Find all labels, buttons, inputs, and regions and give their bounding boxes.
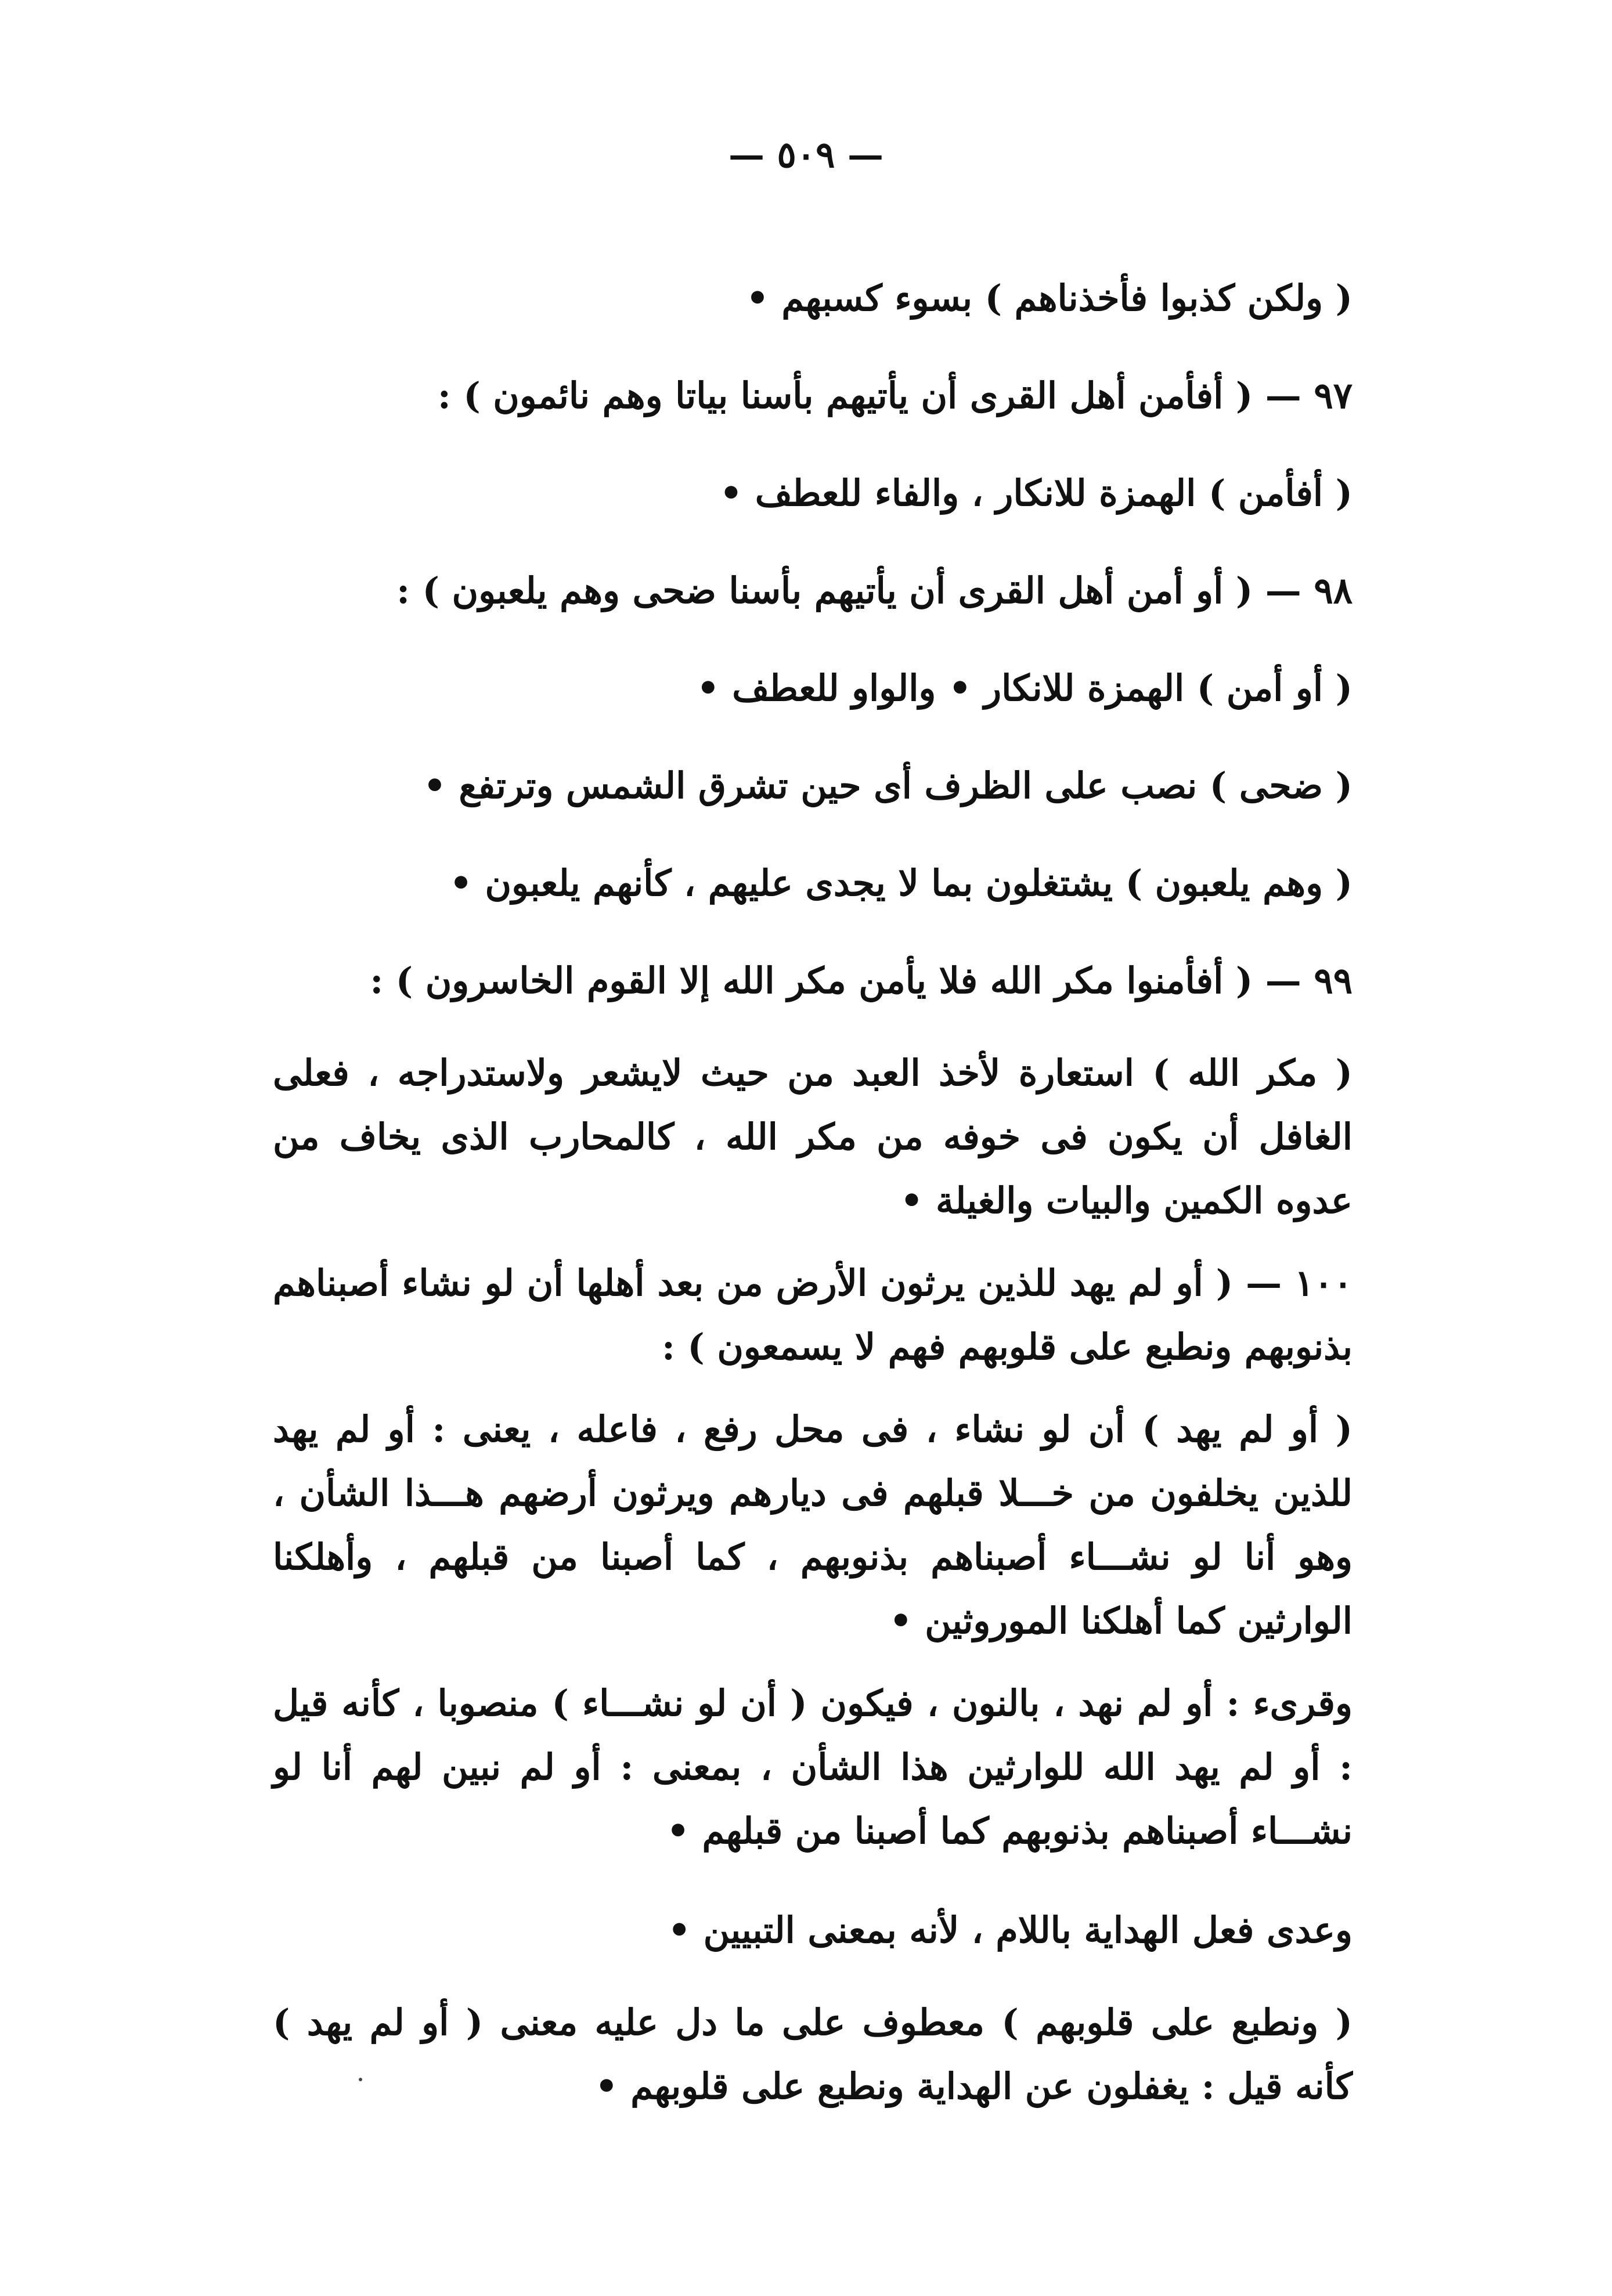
paragraph-7: ( وهم يلعبون ) يشتغلون بما لا يجدى عليهم ، كأنهم يلعبون • bbox=[449, 862, 1353, 904]
paragraph-9: ( مكر الله ) استعارة لأخذ العبد من حيث لايشعر ولاستدراجه ، فعلى الغافل أن يكون فى خوفه من مكر الله ، كالمحارب الذى يخاف من عدوه الكمين والبيات والغيلة • bbox=[273, 1052, 1353, 1222]
paragraph-11: ( أو لم يهد ) أن لو نشاء ، فى محل رفع ، فاعله ، يعنى : أو لم يهد للذين يخلفون من خـــلا قبلهم فى ديارهم ويرثون أرضهم هـــذا الشأن ، وهو أنا لو نشـــاء أصبناهم بذنوبهم ، كما أصبنا من قبلهم ، وأهلكنا الوارثين كما أهلكنا الموروثين • bbox=[273, 1408, 1353, 1642]
paragraph-13: وعدى فعل الهداية باللام ، لأنه بمعنى التبيين • bbox=[668, 1909, 1353, 1951]
paragraph-2-verse-97: ٩٧ — ( أفأمن أهل القرى أن يأتيهم بأسنا بياتا وهم نائمون ) : bbox=[437, 374, 1353, 417]
page-number: — ٥٠٩ — bbox=[728, 133, 884, 176]
paragraph-4-verse-98: ٩٨ — ( أو أمن أهل القرى أن يأتيهم بأسنا ضحى وهم يلعبون ) : bbox=[396, 569, 1353, 612]
paragraph-1: ( ولكن كذبوا فأخذناهم ) بسوء كسبهم • bbox=[746, 277, 1353, 319]
paragraph-14: ( ونطبع على قلوبهم ) معطوف على ما دل عليه معنى ( أو لم يهد ) كأنه قيل : يغفلون عن الهداية ونطبع على قلوبهم • bbox=[273, 2001, 1353, 2107]
paragraph-3: ( أفأمن ) الهمزة للانكار ، والفاء للعطف • bbox=[719, 472, 1353, 514]
body-text bbox=[273, 250, 1353, 2137]
scan-speck bbox=[359, 2078, 362, 2081]
paragraph-6: ( ضحى ) نصب على الظرف أى حين تشرق الشمس وترتفع • bbox=[423, 764, 1353, 807]
paragraph-8-verse-99: ٩٩ — ( أفأمنوا مكر الله فلا يأمن مكر الله إلا القوم الخاسرون ) : bbox=[370, 959, 1353, 1002]
paragraph-12: وقرىء : أو لم نهد ، بالنون ، فيكون ( أن لو نشـــاء ) منصوبا ، كأنه قيل : أو لم يهد الله للوارثين هذا الشأن ، بمعنى : أو لم نبين لهم أنا لو نشـــاء أصبناهم بذنوبهم كما أصبنا من قبلهم • bbox=[273, 1682, 1353, 1852]
paragraph-10-verse-100: ١٠٠ — ( أو لم يهد للذين يرثون الأرض من بعد أهلها أن لو نشاء أصبناهم بذنوبهم ونطبع على قلوبهم فهم لا يسمعون ) : bbox=[273, 1262, 1353, 1368]
paragraph-5: ( أو أمن ) الهمزة للانكار • والواو للعطف • bbox=[696, 667, 1353, 709]
